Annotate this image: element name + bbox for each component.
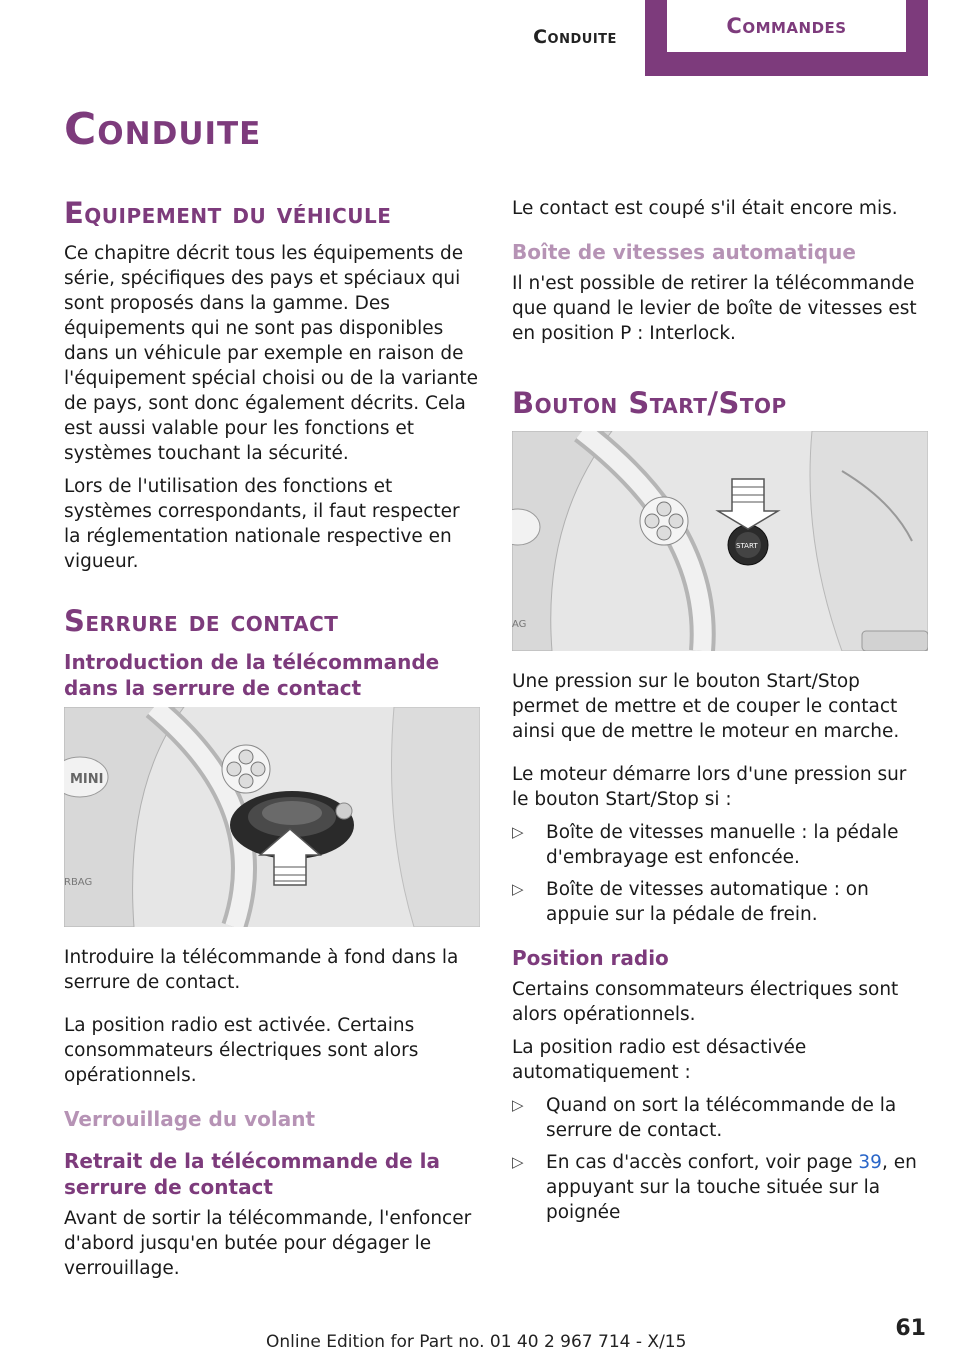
list-item [512,1093,928,1143]
list-item-text: Quand on sort la télécommande de la serrure de contact. [546,1094,897,1141]
paragraph-introduction-2: La position radio est activée. Certains consommateurs électriques sont alors opérationnels. [64,1014,419,1086]
triangle-right-icon: ▷ [512,1095,524,1114]
figure-airbag-text-2: AG [512,618,527,630]
figure-start-button-text: START [736,541,758,550]
list-item-text: Boîte de vitesses manuelle : la pédale d'embrayage est enfoncée. [546,821,899,868]
section-title-serrure: Serrure de contact [64,603,339,638]
list-radio-conditions [512,1093,928,1225]
section-title-equipement: Equipement du véhicule [64,196,392,230]
subsection-title-boite: Boîte de vitesses automatique [512,240,856,264]
triangle-right-icon: ▷ [512,879,524,898]
right-column [512,196,928,1233]
tab-commandes[interactable] [645,0,928,76]
list-item-text-b: , en appuyant sur la touche située sur la poignée [546,1151,917,1223]
tab-conduite[interactable] [505,0,645,76]
list-item [512,877,928,927]
page-link-39[interactable]: 39 [858,1151,882,1173]
figure-ignition-key [64,707,480,927]
paragraph-retrait-1: Avant de sortir la télécommande, l'enfoncer d'abord jusqu'en butée pour dégager le verrouillage. [64,1207,472,1279]
figure-start-stop [512,431,928,651]
figure-logo-text: MINI [70,771,104,787]
tab-commandes-inner [667,0,906,52]
paragraph-contact: Le contact est coupé s'il était encore mis. [512,198,898,219]
list-start-conditions [512,820,928,927]
subsection-title-radio: Position radio [512,945,669,970]
paragraph-bouton-1: Une pression sur le bouton Start/Stop permet de mettre et de couper le contact ainsi que de mettre le moteur en marche. [512,670,900,742]
list-item-text-a: En cas d'accès confort, voir page [546,1151,859,1173]
illustration-start-stop [512,431,928,651]
triangle-right-icon: ▷ [512,1152,524,1171]
paragraph-radio-1: Certains consommateurs électriques sont alors opérationnels. [512,978,899,1025]
paragraph-introduction-1: Introduire la télécommande à fond dans la serrure de contact. [64,946,459,993]
paragraph-equipement-1: Ce chapitre décrit tous les équipements de série, spécifiques des pays et spéciaux qui sont proposés dans la gamme. Des équipements qui ne sont pas disponibles dans un véhicule par exemple en raison de l'équipement spécial choisi ou de la variante de pays, sont donc également décrits. Cela est aussi valable pour les fonctions et systèmes touchant la sécurité. [64,242,479,464]
tab-commandes-label: Commandes [726,14,847,38]
paragraph-bouton-2: Le moteur démarre lors d'une pression sur le bouton Start/Stop si : [512,763,907,810]
subsection-title-introduction: Introduction de la télécommande dans la serrure de contact [64,649,440,700]
page-number: 61 [895,1316,926,1341]
header-tabs [505,0,928,76]
paragraph-boite: Il n'est possible de retirer la télécommande que quand le levier de boîte de vitesses est en position P : Interlock. [512,273,917,344]
section-title-bouton: Bouton Start/Stop [512,386,787,420]
page-title: Conduite [64,104,262,155]
subsection-title-retrait: Retrait de la télécommande de la serrure de contact [64,1148,441,1199]
tab-conduite-label: Conduite [533,26,617,48]
list-item [512,820,928,870]
figure-airbag-text: RBAG [64,876,93,888]
paragraph-equipement-2: Lors de l'utilisation des fonctions et systèmes correspondants, il faut respecter la réglementation nationale respective en vigueur. [64,475,460,572]
triangle-right-icon: ▷ [512,822,524,841]
list-item-text: Boîte de vitesses automatique : on appuie sur la pédale de frein. [546,878,869,925]
footer-edition: Online Edition for Part no. 01 40 2 967 714 - X/15 [266,1332,687,1352]
paragraph-radio-2: La position radio est désactivée automatiquement : [512,1036,807,1083]
left-column [64,196,480,1289]
subsection-title-verrouillage: Verrouillage du volant [64,1106,316,1131]
list-item [512,1150,928,1225]
illustration-ignition-key [64,707,480,927]
